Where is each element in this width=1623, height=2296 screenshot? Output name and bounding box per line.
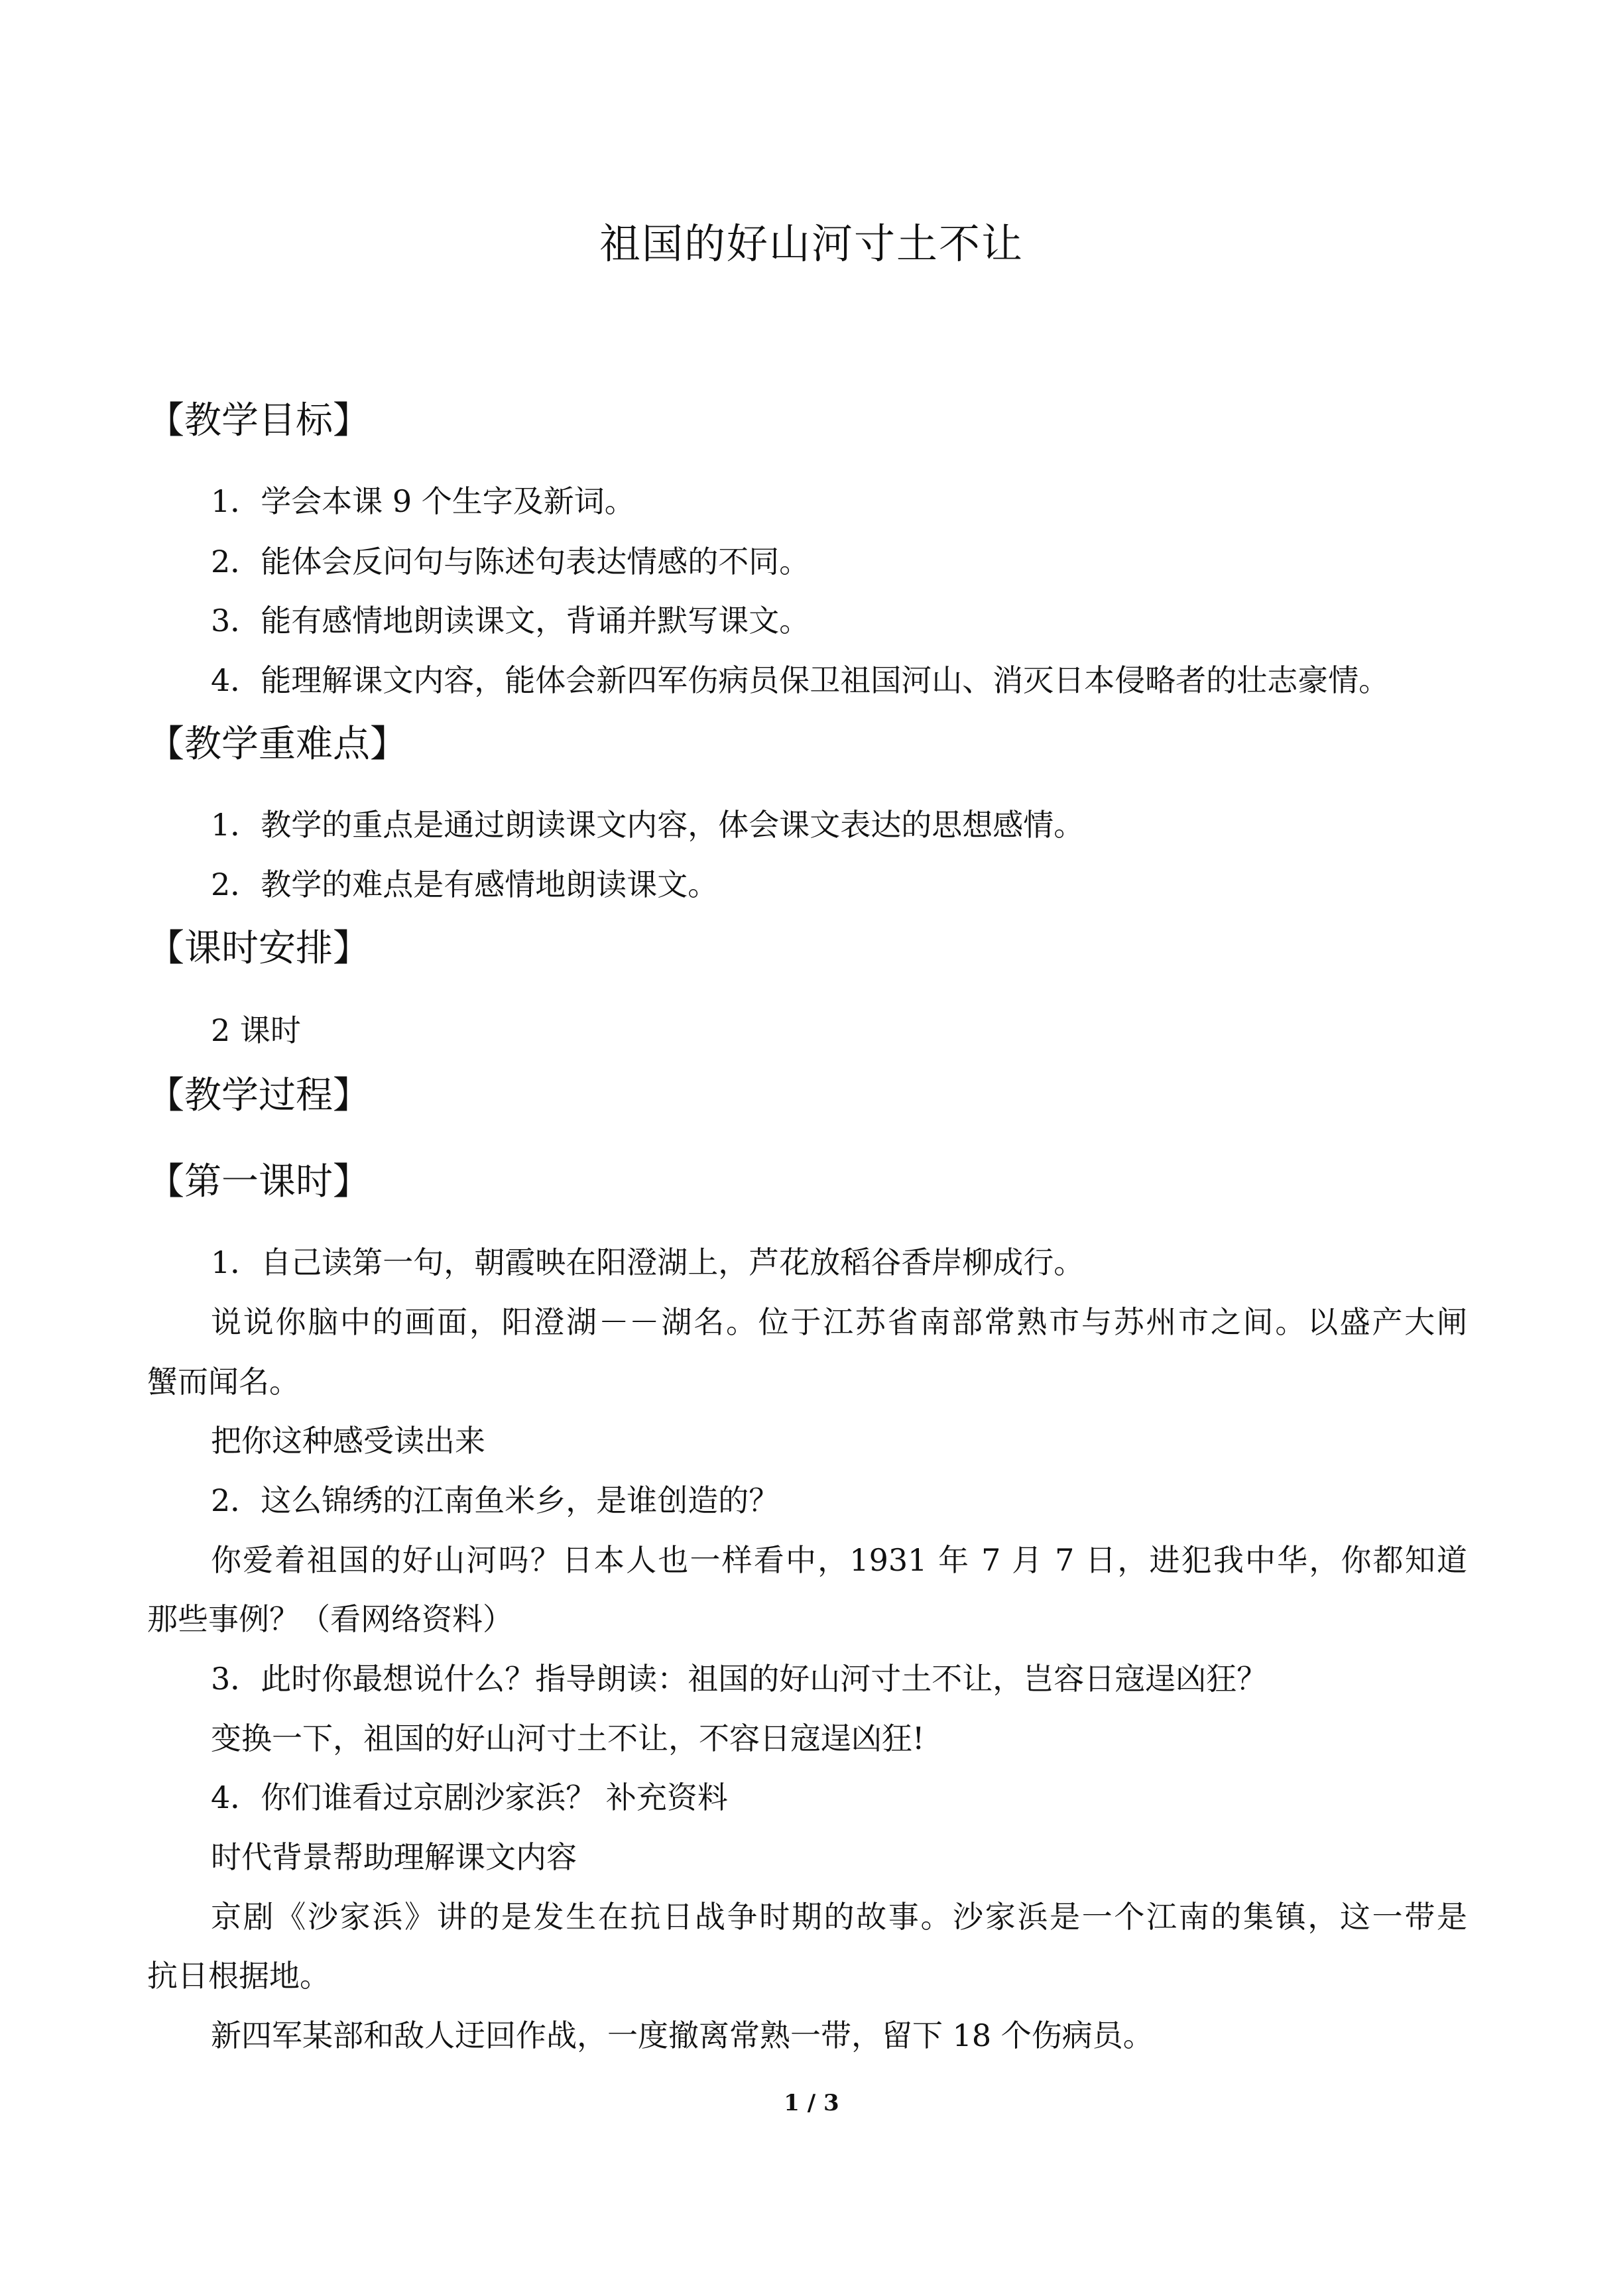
page-number: 1 / 3: [784, 2090, 839, 2116]
body-paragraph-11: 新四军某部和敌人迂回作战，一度撤离常熟一带，留下 18 个伤病员。: [211, 2018, 1154, 2053]
goal-item-4: 4．能理解课文内容，能体会新四军伤病员保卫祖国河山、消灭日本侵略者的壮志豪情。: [211, 662, 1390, 698]
body-paragraph-6: 3．此时你最想说什么？指导朗读：祖国的好山河寸土不让，岂容日寇逞凶狂？: [211, 1661, 1268, 1697]
body-paragraph-1: 1．自己读第一句，朝霞映在阳澄湖上，芦花放稻谷香岸柳成行。: [211, 1244, 1085, 1280]
heading-first-lesson: 【第一课时】: [147, 1160, 370, 1203]
body-paragraph-7: 变换一下，祖国的好山河寸土不让，不容日寇逞凶狂!: [211, 1721, 925, 1756]
heading-teaching-goals: 【教学目标】: [147, 399, 370, 442]
goal-item-1: 1．学会本课 9 个生字及新词。: [211, 483, 635, 519]
schedule-text: 2 课时: [211, 1012, 301, 1048]
body-paragraph-2-line-1: 说说你脑中的画面，阳澄湖－－湖名。位于江苏省南部常熟市与苏州市之间。以盛产大闸: [211, 1304, 1467, 1340]
body-paragraph-5-line-2: 那些事例？（看网络资料）: [147, 1601, 513, 1637]
body-paragraph-8: 4．你们谁看过京剧沙家浜？ 补充资料: [211, 1780, 728, 1815]
goal-item-2: 2．能体会反问句与陈述句表达情感的不同。: [211, 544, 810, 579]
difficulty-item-1: 1．教学的重点是通过朗读课文内容，体会课文表达的思想感情。: [211, 807, 1085, 843]
body-paragraph-4: 2．这么锦绣的江南鱼米乡，是谁创造的？: [211, 1482, 780, 1518]
body-paragraph-9: 时代背景帮助理解课文内容: [211, 1839, 577, 1875]
document-title: 祖国的好山河寸土不让: [599, 219, 1024, 268]
body-paragraph-10-line-2: 抗日根据地。: [147, 1958, 330, 1994]
body-paragraph-2-line-2: 蟹而闻名。: [147, 1364, 300, 1400]
goal-item-3: 3．能有感情地朗读课文，背诵并默写课文。: [211, 603, 810, 638]
heading-key-difficulties: 【教学重难点】: [147, 723, 407, 766]
heading-teaching-process: 【教学过程】: [147, 1074, 370, 1117]
body-paragraph-3: 把你这种感受读出来: [211, 1423, 485, 1459]
body-paragraph-10-line-1: 京剧《沙家浜》讲的是发生在抗日战争时期的故事。沙家浜是一个江南的集镇，这一带是: [211, 1899, 1467, 1935]
difficulty-item-2: 2．教学的难点是有感情地朗读课文。: [211, 867, 719, 902]
body-paragraph-5-line-1: 你爱着祖国的好山河吗？日本人也一样看中，1931 年 7 月 7 日，进犯我中华，你都知道: [211, 1542, 1467, 1578]
heading-schedule: 【课时安排】: [147, 927, 370, 970]
